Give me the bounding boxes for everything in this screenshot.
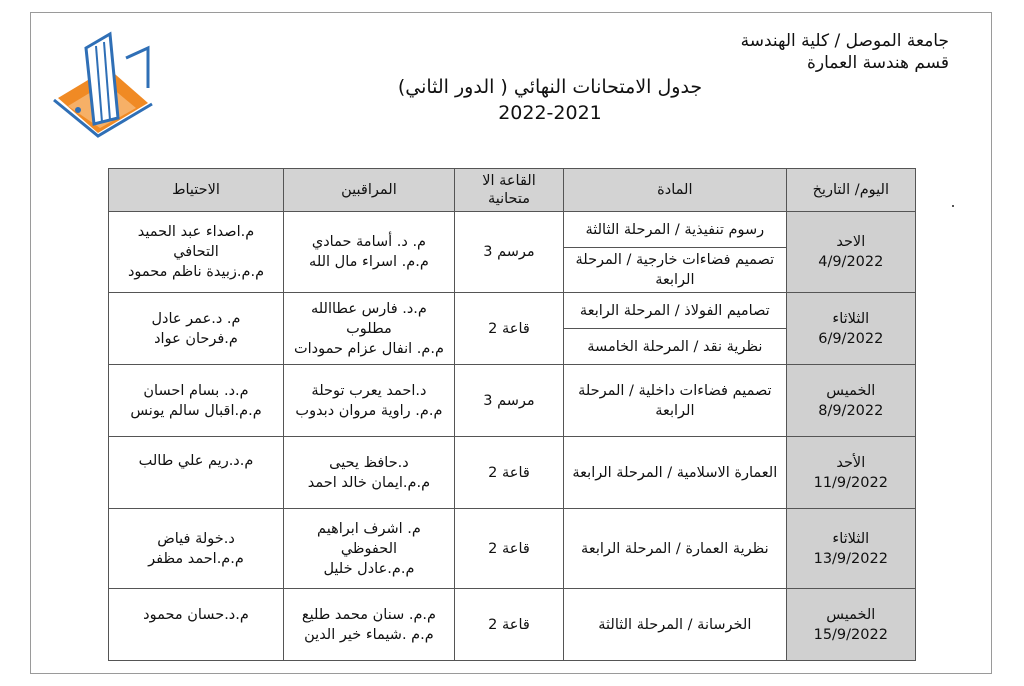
exam-date: 4/9/2022 xyxy=(818,254,884,270)
reserve-person: م.د.حسان محمود xyxy=(143,607,249,623)
table-row xyxy=(109,437,916,509)
subject-cell: تصميم فضاءات خارجية / المرحلة الرابعة xyxy=(564,248,786,293)
invigilators-cell xyxy=(284,293,455,365)
invigilator: م.م .شيماء خير الدين xyxy=(304,626,434,643)
day-date-cell xyxy=(786,293,915,365)
day-date-cell xyxy=(786,365,915,437)
table-row xyxy=(109,365,916,437)
hall-cell: مرسم 3 xyxy=(454,212,563,293)
header-subject: المادة xyxy=(564,169,786,212)
invigilators-cell xyxy=(284,365,455,437)
exam-date: 15/9/2022 xyxy=(813,626,888,643)
reserve-cell xyxy=(109,212,284,293)
schedule-title: جدول الامتحانات النهائي ( الدور الثاني) xyxy=(397,76,703,98)
subject-cell: الخرسانة / المرحلة الثالثة xyxy=(564,589,786,661)
invigilator: م.م. سنان محمد طليع xyxy=(301,606,437,623)
table-row xyxy=(109,589,916,661)
invigilator: م.م. راوية مروان دبدوب xyxy=(295,402,443,419)
header-day-date: اليوم/ التاريخ xyxy=(786,169,915,212)
table-row xyxy=(109,212,916,248)
reserve-cell xyxy=(109,437,284,509)
invigilator: م.م.ايمان خالد احمد xyxy=(307,474,431,491)
table-row xyxy=(109,509,916,589)
institution-header xyxy=(741,30,949,74)
day-name: الثلاثاء xyxy=(832,530,870,547)
reserve-cell xyxy=(109,589,284,661)
invigilator: م.م. اسراء مال الله xyxy=(309,254,429,270)
stray-dot xyxy=(952,205,954,207)
hall-cell: مرسم 3 xyxy=(454,365,563,437)
document-title xyxy=(380,74,720,126)
hall-cell: قاعة 2 xyxy=(454,509,563,589)
day-name: الاحد xyxy=(836,234,866,250)
exam-date: 11/9/2022 xyxy=(813,474,888,491)
department-name: قسم هندسة العمارة xyxy=(806,53,949,73)
reserve-person: م.م.احمد مظفر xyxy=(148,550,244,567)
reserve-person: م.م.اقبال سالم يونس xyxy=(130,402,262,419)
exam-date: 6/9/2022 xyxy=(818,330,884,347)
reserve-person: م.د.ريم علي طالب xyxy=(138,453,254,469)
invigilators-cell xyxy=(284,212,455,293)
hall-cell: قاعة 2 xyxy=(454,437,563,509)
day-name: الخميس xyxy=(826,606,876,623)
invigilators-cell xyxy=(284,509,455,589)
reserve-person: م.اصداء عبد الحميد التحافي xyxy=(137,224,255,260)
invigilator: م.م.عادل خليل xyxy=(323,560,415,577)
header-invigilators: المراقبين xyxy=(284,169,455,212)
academic-year: 2022-2021 xyxy=(498,102,602,124)
day-date-cell xyxy=(786,589,915,661)
reserve-cell xyxy=(109,509,284,589)
exam-date: 8/9/2022 xyxy=(818,402,884,419)
university-building-logo-icon xyxy=(48,28,156,140)
invigilator: د.حافظ يحيى xyxy=(329,454,409,471)
reserve-cell xyxy=(109,365,284,437)
invigilator: م. اشرف ابراهيم الحفوظي xyxy=(317,520,421,557)
invigilator: د.احمد يعرب توحلة xyxy=(311,382,427,399)
day-name: الخميس xyxy=(826,382,876,399)
subject-cell: رسوم تنفيذية / المرحلة الثالثة xyxy=(564,212,786,248)
subject-cell: تصميم فضاءات داخلية / المرحلة الرابعة xyxy=(564,365,786,437)
day-name: الأحد xyxy=(836,454,866,471)
hall-cell: قاعة 2 xyxy=(454,589,563,661)
table-row xyxy=(109,293,916,329)
subject-cell: العمارة الاسلامية / المرحلة الرابعة xyxy=(564,437,786,509)
exam-date: 13/9/2022 xyxy=(813,550,888,567)
invigilator: م.د. فارس عطاالله مطلوب xyxy=(310,300,427,337)
day-date-cell xyxy=(786,509,915,589)
university-name: جامعة الموصل / كلية الهندسة xyxy=(740,31,949,51)
header-exam-hall: القاعة الا متحانية xyxy=(454,169,563,212)
subject-cell: نظرية نقد / المرحلة الخامسة xyxy=(564,329,786,365)
reserve-cell xyxy=(109,293,284,365)
reserve-person: م.د. بسام احسان xyxy=(143,382,249,399)
day-name: الثلاثاء xyxy=(832,310,870,327)
hall-cell: قاعة 2 xyxy=(454,293,563,365)
reserve-person: م.فرحان عواد xyxy=(154,330,238,347)
exam-schedule-table xyxy=(108,168,916,661)
subject-cell: نظرية العمارة / المرحلة الرابعة xyxy=(564,509,786,589)
table-header-row xyxy=(109,169,916,212)
reserve-person: د.خولة فياض xyxy=(157,530,235,547)
day-date-cell xyxy=(786,437,915,509)
invigilator: م.م. انفال عزام حمودات xyxy=(293,340,444,357)
invigilators-cell xyxy=(284,437,455,509)
reserve-person: م. د.عمر عادل xyxy=(151,310,241,327)
invigilator: م. د. أسامة حمادي xyxy=(311,234,427,250)
reserve-person: م.م.زبيدة ناظم محمود xyxy=(127,264,265,280)
header-reserve: الاحتياط xyxy=(109,169,284,212)
subject-cell: تصاميم الفولاذ / المرحلة الرابعة xyxy=(564,293,786,329)
invigilators-cell xyxy=(284,589,455,661)
day-date-cell xyxy=(786,212,915,293)
